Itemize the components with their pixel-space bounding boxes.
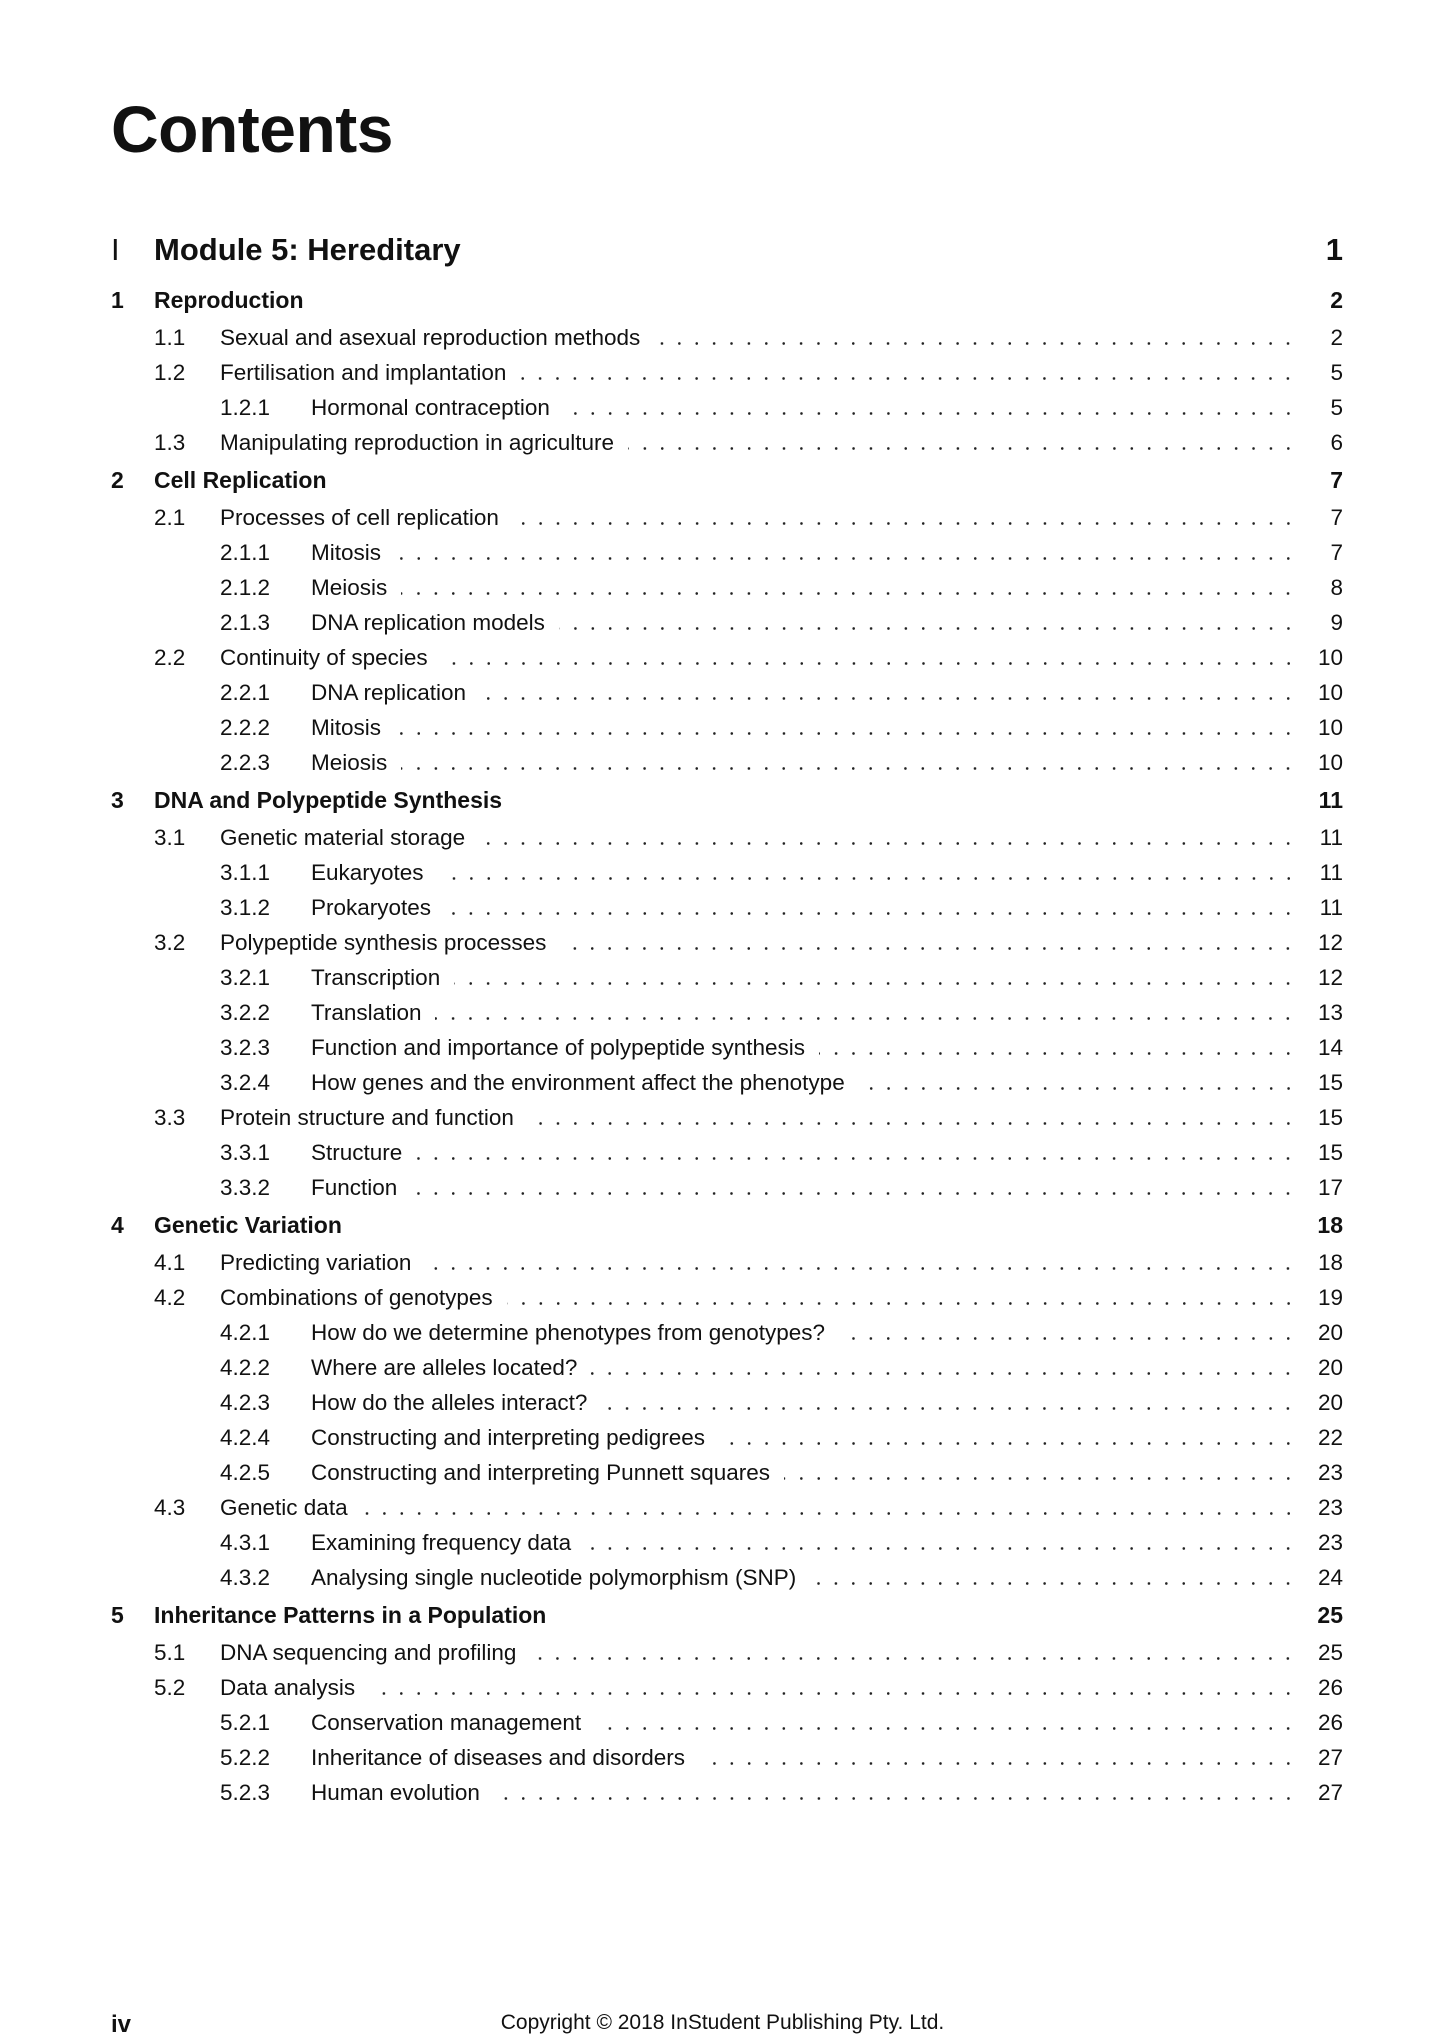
dot-leader xyxy=(435,995,1299,1030)
toc-subsection[interactable] xyxy=(111,535,1343,570)
toc-subsection[interactable] xyxy=(111,710,1343,745)
part-title: Module 5: Hereditary xyxy=(154,232,461,267)
chapter-number: 5 xyxy=(111,1601,124,1628)
subsection-page: 10 xyxy=(1317,749,1343,775)
toc-section[interactable] xyxy=(111,425,1343,460)
dot-leader xyxy=(595,1705,1299,1740)
section-page: 19 xyxy=(1317,1284,1343,1310)
subsection-title: Function and importance of polypeptide synthesis xyxy=(311,1034,806,1060)
subsection-page: 27 xyxy=(1317,1744,1343,1770)
subsection-title: Mitosis xyxy=(311,714,382,740)
dot-leader xyxy=(628,425,1299,460)
subsection-number: 5.2.3 xyxy=(220,1779,271,1805)
toc-subsection[interactable] xyxy=(111,995,1343,1030)
dot-leader xyxy=(530,1635,1299,1670)
section-page: 2 xyxy=(1330,324,1343,350)
section-title: Manipulating reproduction in agriculture xyxy=(220,429,614,455)
chapter-number: 4 xyxy=(111,1211,124,1238)
subsection-number: 3.2.4 xyxy=(220,1069,271,1095)
section-title: Predicting variation xyxy=(220,1249,412,1275)
toc-chapter[interactable] xyxy=(111,1205,1343,1245)
subsection-title: Conservation management xyxy=(311,1709,582,1735)
section-title: Fertilisation and implantation xyxy=(220,359,507,385)
subsection-page: 14 xyxy=(1317,1034,1343,1060)
subsection-page: 10 xyxy=(1317,714,1343,740)
section-title: Continuity of species xyxy=(220,644,428,670)
toc-chapter[interactable] xyxy=(111,460,1343,500)
toc-chapter[interactable] xyxy=(111,1595,1343,1635)
section-number: 2.1 xyxy=(154,504,186,530)
subsection-page: 11 xyxy=(1319,894,1343,920)
page-number: iv xyxy=(111,2011,132,2038)
subsection-title: Mitosis xyxy=(311,539,382,565)
dot-leader xyxy=(591,1350,1299,1385)
subsection-title: Eukaryotes xyxy=(311,859,424,885)
section-title: Genetic data xyxy=(220,1494,348,1520)
toc-chapter[interactable] xyxy=(111,280,1343,320)
toc-subsection[interactable] xyxy=(111,745,1343,780)
toc-subsection[interactable] xyxy=(111,390,1343,425)
dot-leader xyxy=(520,355,1299,390)
subsection-page: 9 xyxy=(1330,609,1343,635)
subsection-page: 13 xyxy=(1317,999,1343,1025)
subsection-page: 17 xyxy=(1317,1174,1343,1200)
subsection-title: How do we determine phenotypes from genotypes? xyxy=(311,1319,826,1345)
chapter-list xyxy=(111,280,1343,1810)
toc-section[interactable] xyxy=(111,1280,1343,1315)
subsection-title: Constructing and interpreting pedigrees xyxy=(311,1424,705,1450)
table-of-contents xyxy=(111,228,1343,1810)
dot-leader xyxy=(480,675,1299,710)
subsection-page: 10 xyxy=(1317,679,1343,705)
subsection-number: 3.1.2 xyxy=(220,894,271,920)
toc-subsection[interactable] xyxy=(111,1065,1343,1100)
subsection-number: 3.2.3 xyxy=(220,1034,271,1060)
toc-subsection[interactable] xyxy=(111,1385,1343,1420)
chapter-page: 11 xyxy=(1318,786,1343,813)
toc-subsection[interactable] xyxy=(111,1455,1343,1490)
subsection-page: 27 xyxy=(1317,1779,1343,1805)
toc-section[interactable] xyxy=(111,640,1343,675)
toc-section[interactable] xyxy=(111,820,1343,855)
toc-section[interactable] xyxy=(111,320,1343,355)
section-number: 4.1 xyxy=(154,1249,186,1275)
toc-subsection[interactable] xyxy=(111,605,1343,640)
toc-subsection[interactable] xyxy=(111,1315,1343,1350)
subsection-number: 4.2.1 xyxy=(220,1319,271,1345)
toc-section[interactable] xyxy=(111,1490,1343,1525)
section-title: Processes of cell replication xyxy=(220,504,499,530)
subsection-title: Where are alleles located? xyxy=(311,1354,578,1380)
subsection-number: 4.2.3 xyxy=(220,1389,271,1415)
dot-leader xyxy=(839,1315,1299,1350)
subsection-number: 4.2.5 xyxy=(220,1459,271,1485)
chapter-title: Reproduction xyxy=(154,286,304,313)
dot-leader xyxy=(859,1065,1299,1100)
dot-leader xyxy=(479,820,1299,855)
section-number: 1.1 xyxy=(154,324,186,350)
dot-leader xyxy=(528,1100,1299,1135)
subsection-number: 3.1.1 xyxy=(220,859,271,885)
dot-leader xyxy=(442,640,1299,675)
chapter-number: 2 xyxy=(111,466,124,493)
dot-leader xyxy=(784,1455,1299,1490)
subsection-number: 4.2.4 xyxy=(220,1424,271,1450)
toc-subsection[interactable] xyxy=(111,1775,1343,1810)
subsection-title: Analysing single nucleotide polymorphism (SNP) xyxy=(311,1564,797,1590)
subsection-page: 26 xyxy=(1317,1709,1343,1735)
dot-leader xyxy=(395,710,1299,745)
subsection-number: 1.2.1 xyxy=(220,394,271,420)
chapter-title: Inheritance Patterns in a Population xyxy=(154,1601,547,1628)
toc-section[interactable] xyxy=(111,1245,1343,1280)
part-number: I xyxy=(111,232,120,267)
section-page: 23 xyxy=(1317,1494,1343,1520)
subsection-title: How genes and the environment affect the phenotype xyxy=(311,1069,845,1095)
toc-part[interactable] xyxy=(111,228,1343,272)
dot-leader xyxy=(719,1420,1299,1455)
chapter-page: 7 xyxy=(1330,466,1343,493)
section-page: 6 xyxy=(1330,429,1343,455)
dot-leader xyxy=(369,1670,1299,1705)
subsection-page: 5 xyxy=(1330,394,1343,420)
dot-leader xyxy=(494,1775,1299,1810)
subsection-title: DNA replication xyxy=(311,679,467,705)
subsection-number: 2.1.1 xyxy=(220,539,271,565)
chapter-page: 2 xyxy=(1330,286,1343,313)
section-number: 3.3 xyxy=(154,1104,186,1130)
section-title: Genetic material storage xyxy=(220,824,466,850)
subsection-page: 20 xyxy=(1317,1389,1343,1415)
copyright-notice: Copyright © 2018 InStudent Publishing Pty. Ltd. xyxy=(500,2011,945,2034)
subsection-number: 3.2.2 xyxy=(220,999,271,1025)
dot-leader xyxy=(401,745,1299,780)
toc-subsection[interactable] xyxy=(111,1420,1343,1455)
toc-subsection[interactable] xyxy=(111,890,1343,925)
subsection-title: Structure xyxy=(311,1139,403,1165)
section-number: 4.3 xyxy=(154,1494,186,1520)
subsection-title: Inheritance of diseases and disorders xyxy=(311,1744,685,1770)
subsection-title: Meiosis xyxy=(311,749,388,775)
dot-leader xyxy=(513,500,1299,535)
toc-subsection[interactable] xyxy=(111,1560,1343,1595)
chapter-number: 3 xyxy=(111,786,124,813)
subsection-number: 2.1.2 xyxy=(220,574,271,600)
dot-leader xyxy=(411,1170,1299,1205)
toc-subsection[interactable] xyxy=(111,1350,1343,1385)
section-title: Data analysis xyxy=(220,1674,356,1700)
subsection-page: 22 xyxy=(1317,1424,1343,1450)
section-page: 5 xyxy=(1330,359,1343,385)
toc-section[interactable] xyxy=(111,500,1343,535)
subsection-number: 2.2.2 xyxy=(220,714,271,740)
subsection-page: 8 xyxy=(1330,574,1343,600)
dot-leader xyxy=(699,1740,1299,1775)
toc-subsection[interactable] xyxy=(111,675,1343,710)
subsection-number: 4.2.2 xyxy=(220,1354,271,1380)
toc-subsection[interactable] xyxy=(111,960,1343,995)
toc-subsection[interactable] xyxy=(111,855,1343,890)
chapter-title: DNA and Polypeptide Synthesis xyxy=(154,786,503,813)
subsection-number: 2.2.1 xyxy=(220,679,271,705)
toc-subsection[interactable] xyxy=(111,1740,1343,1775)
subsection-page: 23 xyxy=(1317,1459,1343,1485)
dot-leader xyxy=(416,1135,1299,1170)
subsection-title: Constructing and interpreting Punnett squares xyxy=(311,1459,771,1485)
subsection-page: 20 xyxy=(1317,1319,1343,1345)
section-number: 2.2 xyxy=(154,644,186,670)
toc-subsection[interactable] xyxy=(111,1705,1343,1740)
dot-leader xyxy=(362,1490,1299,1525)
section-number: 1.2 xyxy=(154,359,186,385)
subsection-number: 2.2.3 xyxy=(220,749,271,775)
chapter-title: Cell Replication xyxy=(154,466,327,493)
dot-leader xyxy=(395,535,1299,570)
toc-section[interactable] xyxy=(111,1635,1343,1670)
dot-leader xyxy=(454,960,1299,995)
section-number: 3.1 xyxy=(154,824,186,850)
section-number: 4.2 xyxy=(154,1284,186,1310)
toc-subsection[interactable] xyxy=(111,1525,1343,1560)
section-title: Polypeptide synthesis processes xyxy=(220,929,547,955)
subsection-page: 7 xyxy=(1330,539,1343,565)
section-page: 15 xyxy=(1317,1104,1343,1130)
section-page: 18 xyxy=(1317,1249,1343,1275)
section-title: Protein structure and function xyxy=(220,1104,514,1130)
section-number: 1.3 xyxy=(154,429,186,455)
chapter-title: Genetic Variation xyxy=(154,1211,342,1238)
dot-leader xyxy=(601,1385,1299,1420)
subsection-page: 24 xyxy=(1317,1564,1343,1590)
section-page: 12 xyxy=(1317,929,1343,955)
chapter-page: 25 xyxy=(1317,1601,1343,1628)
chapter-number: 1 xyxy=(111,286,124,313)
subsection-number: 3.2.1 xyxy=(220,964,271,990)
subsection-number: 2.1.3 xyxy=(220,609,271,635)
dot-leader xyxy=(445,890,1299,925)
subsection-title: Transcription xyxy=(311,964,441,990)
subsection-number: 3.3.1 xyxy=(220,1139,271,1165)
subsection-title: Examining frequency data xyxy=(311,1529,572,1555)
subsection-page: 15 xyxy=(1317,1069,1343,1095)
section-page: 25 xyxy=(1317,1639,1343,1665)
subsection-title: Translation xyxy=(311,999,422,1025)
dot-leader xyxy=(559,605,1299,640)
toc-subsection[interactable] xyxy=(111,1170,1343,1205)
section-page: 10 xyxy=(1317,644,1343,670)
subsection-page: 11 xyxy=(1319,859,1343,885)
toc-section[interactable] xyxy=(111,355,1343,390)
section-title: Combinations of genotypes xyxy=(220,1284,493,1310)
dot-leader xyxy=(810,1560,1299,1595)
subsection-page: 20 xyxy=(1317,1354,1343,1380)
dot-leader xyxy=(425,1245,1299,1280)
dot-leader xyxy=(654,320,1299,355)
section-number: 5.1 xyxy=(154,1639,186,1665)
toc-section[interactable] xyxy=(111,1670,1343,1705)
chapter-page: 18 xyxy=(1317,1211,1343,1238)
dot-leader xyxy=(401,570,1299,605)
section-page: 26 xyxy=(1317,1674,1343,1700)
toc-subsection[interactable] xyxy=(111,1030,1343,1065)
part-page: 1 xyxy=(1325,232,1343,267)
section-number: 5.2 xyxy=(154,1674,186,1700)
dot-leader xyxy=(507,1280,1299,1315)
page-title: Contents xyxy=(111,92,393,166)
toc-chapter[interactable] xyxy=(111,780,1343,820)
subsection-title: Hormonal contraception xyxy=(311,394,550,420)
subsection-number: 3.3.2 xyxy=(220,1174,271,1200)
subsection-title: Human evolution xyxy=(311,1779,480,1805)
subsection-title: How do the alleles interact? xyxy=(311,1389,588,1415)
dot-leader xyxy=(560,925,1299,960)
subsection-number: 4.3.1 xyxy=(220,1529,271,1555)
dot-leader xyxy=(438,855,1299,890)
toc-section[interactable] xyxy=(111,925,1343,960)
section-page: 7 xyxy=(1330,504,1343,530)
subsection-page: 15 xyxy=(1317,1139,1343,1165)
toc-section[interactable] xyxy=(111,1100,1343,1135)
dot-leader xyxy=(585,1525,1299,1560)
subsection-title: Function xyxy=(311,1174,398,1200)
dot-leader xyxy=(819,1030,1299,1065)
subsection-page: 23 xyxy=(1317,1529,1343,1555)
section-page: 11 xyxy=(1319,824,1343,850)
subsection-title: Prokaryotes xyxy=(311,894,432,920)
toc-subsection[interactable] xyxy=(111,1135,1343,1170)
subsection-number: 5.2.1 xyxy=(220,1709,271,1735)
toc-subsection[interactable] xyxy=(111,570,1343,605)
subsection-title: Meiosis xyxy=(311,574,388,600)
subsection-page: 12 xyxy=(1317,964,1343,990)
subsection-number: 5.2.2 xyxy=(220,1744,271,1770)
subsection-number: 4.3.2 xyxy=(220,1564,271,1590)
section-number: 3.2 xyxy=(154,929,186,955)
section-title: Sexual and asexual reproduction methods xyxy=(220,324,641,350)
section-title: DNA sequencing and profiling xyxy=(220,1639,517,1665)
subsection-title: DNA replication models xyxy=(311,609,545,635)
dot-leader xyxy=(564,390,1299,425)
